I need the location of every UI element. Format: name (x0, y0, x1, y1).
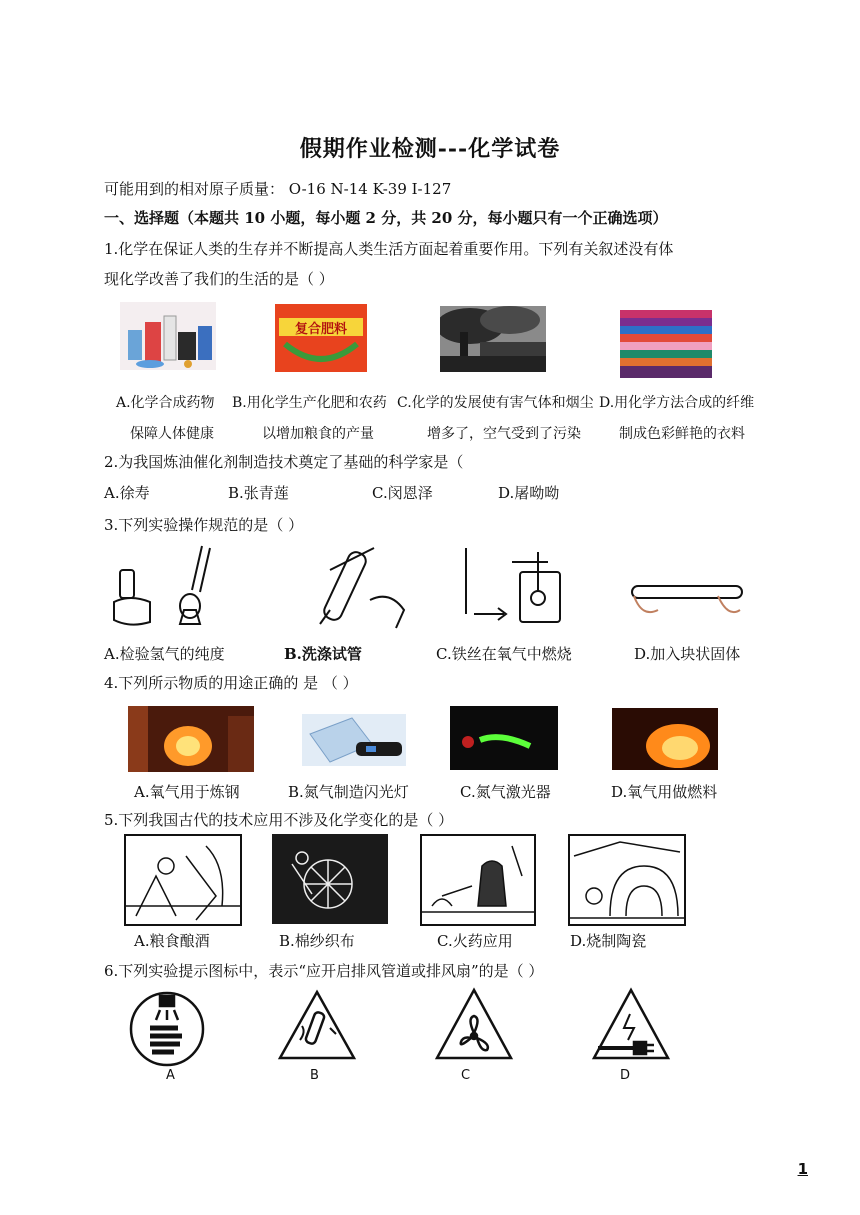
q4-image-laser (450, 706, 558, 770)
q2-option-d: D.屠呦呦 (498, 484, 560, 502)
q4-image-flash (302, 714, 406, 766)
q4-image-steel (128, 706, 254, 772)
q5-stem: 5.下列我国古代的技术应用不涉及化学变化的是（ ） (104, 811, 454, 829)
q1-option-d-line1: D.用化学方法合成的纤维 (599, 395, 755, 411)
q3-image-iron-wire (448, 542, 568, 634)
q1-option-c-line1: C.化学的发展使有害气体和烟尘 (397, 395, 594, 411)
q1-stem-line1: 1.化学在保证人类的生存并不断提高人类生活方面起着重要作用。下列有关叙述没有体 (104, 240, 674, 258)
q3-option-c: C.铁丝在氧气中燃烧 (436, 645, 572, 663)
q4-image-fuel (612, 708, 718, 770)
q4-option-b: B.氮气制造闪光灯 (288, 783, 409, 801)
q5-option-c: C.火药应用 (437, 932, 513, 950)
q3-option-b: B.洗涤试管 (284, 645, 362, 663)
q1-image-fertilizer (275, 304, 367, 372)
section-heading: 一、选择题（本题共 10 小题，每小题 2 分，共 20 分，每小题只有一个正确选项） (104, 209, 668, 227)
electricity-warning-icon (590, 986, 672, 1062)
q1-stem-line2: 现化学改善了我们的生活的是（ ） (104, 270, 334, 288)
q6-label-c: C (461, 1068, 471, 1083)
q3-option-a: A.检验氢气的纯度 (104, 645, 225, 663)
q5-image-weaving (272, 834, 388, 924)
q1-image-medicine (120, 302, 216, 370)
q6-label-a: A (166, 1068, 175, 1083)
q1-image-smoke (440, 306, 546, 372)
q4-option-c: C.氮气激光器 (460, 783, 551, 801)
page-number: 1 (797, 1160, 808, 1178)
q1-option-d-line2: 制成色彩鲜艳的衣料 (619, 426, 745, 442)
q3-image-solid-add (628, 574, 746, 624)
q1-option-b-line1: B.用化学生产化肥和农药 (232, 395, 387, 411)
wash-hands-icon (126, 988, 208, 1070)
q5-option-d: D.烧制陶瓷 (570, 932, 647, 950)
hot-tube-warning-icon (276, 988, 358, 1062)
q6-label-b: B (310, 1068, 319, 1083)
q3-image-hydrogen-test (110, 542, 220, 630)
q4-stem: 4.下列所示物质的用途正确的 是 （ ） (104, 674, 358, 692)
q5-option-b: B.棉纱织布 (279, 932, 355, 950)
atomic-masses: 可能用到的相对原子质量： O-16 N-14 K-39 I-127 (104, 180, 452, 198)
q3-image-wash-tube (300, 540, 410, 632)
exam-title: 假期作业检测---化学试卷 (299, 136, 561, 162)
q3-stem: 3.下列实验操作规范的是（ ） (104, 516, 304, 534)
q5-image-pottery (568, 834, 686, 926)
q6-stem: 6.下列实验提示图标中，表示“应开启排风管道或排风扇”的是（ ） (104, 962, 544, 980)
q2-option-c: C.闵恩泽 (372, 484, 433, 502)
q2-stem: 2.为我国炼油催化剂制造技术奠定了基础的科学家是（ (104, 453, 464, 471)
q2-option-b: B.张青莲 (228, 484, 289, 502)
q4-option-a: A.氧气用于炼钢 (134, 783, 240, 801)
exhaust-fan-icon (433, 986, 515, 1062)
q6-label-d: D (620, 1068, 631, 1083)
q1-option-b-line2: 以增加粮食的产量 (262, 426, 374, 442)
q1-image-fibers (620, 310, 712, 378)
q5-option-a: A.粮食酿酒 (134, 932, 210, 950)
q2-option-a: A.徐寿 (104, 484, 150, 502)
q5-image-gunpowder (420, 834, 536, 926)
q4-option-d: D.氧气用做燃料 (611, 783, 718, 801)
fertilizer-label: 复合肥料 (295, 322, 348, 337)
q1-option-a-line1: A.化学合成药物 (116, 395, 215, 411)
q3-option-d: D.加入块状固体 (634, 645, 741, 663)
q1-option-c-line2: 增多了，空气受到了污染 (427, 426, 581, 442)
q5-image-brewing (124, 834, 242, 926)
q1-option-a-line2: 保障人体健康 (130, 426, 214, 442)
